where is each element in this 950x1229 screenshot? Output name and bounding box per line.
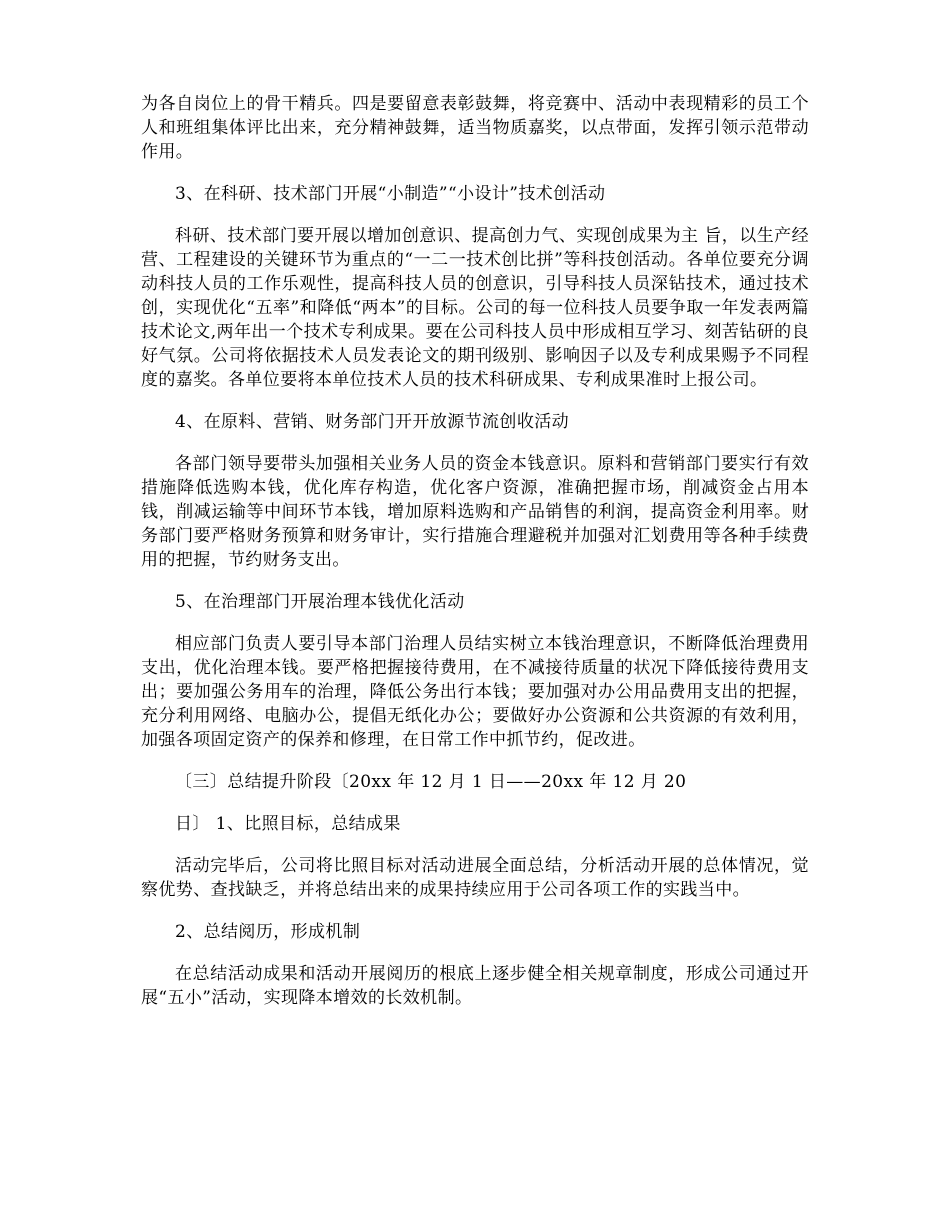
- document-page: [141, 92, 809, 1010]
- paragraph-experience: 在总结活动成果和活动开展阅历的根底上逐步健全相关规章制度，形成公司通过开展“五小”活动，实现降本增效的长效机制。: [141, 964, 809, 1008]
- section-heading-materials: 4、在原料、营销、财务部门开开放源节流创收活动: [175, 412, 570, 432]
- phase-heading-summary: 〔三〕总结提升阶段〔20xx 年 12 月 1 日——20xx 年 12 月 20: [175, 772, 687, 792]
- section-heading-management: 5、在治理部门开展治理本钱优化活动: [175, 592, 465, 612]
- paragraph-compare-goals: 活动完毕后，公司将比照目标对活动进展全面总结，分析活动开展的总体情况，觉察优势、查找缺乏，并将总结出来的成果持续应用于公司各项工作的实践当中。: [141, 856, 809, 900]
- section-heading-experience: 2、总结阅历，形成机制: [175, 922, 361, 942]
- paragraph-management: 相应部门负责人要引导本部门治理人员结实树立本钱治理意识，不断降低治理费用支出，优化治理本钱。要严格把握接待费用，在不减接待质量的状况下降低接待费用支出；要加强公务用车的治理，降低公务出行本钱；要加强对办公用品费用支出的把握，充分利用网络、电脑办公，提倡无纸化办公；要做好办公资源和公共资源的有效利用，加强各项固定资产的保养和修理，在日常工作中抓节约，促改进。: [141, 634, 809, 750]
- section-heading-compare-goals: 日〕 1、比照目标，总结成果: [175, 814, 401, 834]
- paragraph-research: 科研、技术部门要开展以增加创意识、提高创力气、实现创成果为主 旨，以生产经营、工程建设的关键环节为重点的“一二一技术创比拼”等科技创活动。各单位要充分调动科技人员的工作乐观性，提高科技人员的创意识，引导科技人员深钻技术，通过技术创，实现优化“五率”和降低“两本”的目标。公司的每一位科技人员要争取一年发表两篇技术论文,两年出一个技术专利成果。要在公司科技人员中形成相互学习、刻苦钻研的良好气氛。公司将依据技术人员发表论文的期刊级别、影响因子以及专利成果赐予不同程度的嘉奖。各单位要将本单位技术人员的技术科研成果、专利成果准时上报公司。: [141, 226, 809, 390]
- paragraph-continuation: 为各自岗位上的骨干精兵。四是要留意表彰鼓舞，将竞赛中、活动中表现精彩的员工个人和班组集体评比出来，充分精神鼓舞，适当物质嘉奖，以点带面，发挥引领示范带动作用。: [141, 94, 809, 162]
- paragraph-materials: 各部门领导要带头加强相关业务人员的资金本钱意识。原料和营销部门要实行有效措施降低选购本钱，优化库存构造，优化客户资源，准确把握市场，削减资金占用本钱，削减运输等中间环节本钱，增加原料选购和产品销售的利润，提高资金利用率。财务部门要严格财务预算和财务审计，实行措施合理避税并加强对汇划费用等各种手续费用的把握，节约财务支出。: [141, 454, 809, 570]
- section-heading-research: 3、在科研、技术部门开展“小制造”“小设计”技术创活动: [175, 184, 606, 204]
